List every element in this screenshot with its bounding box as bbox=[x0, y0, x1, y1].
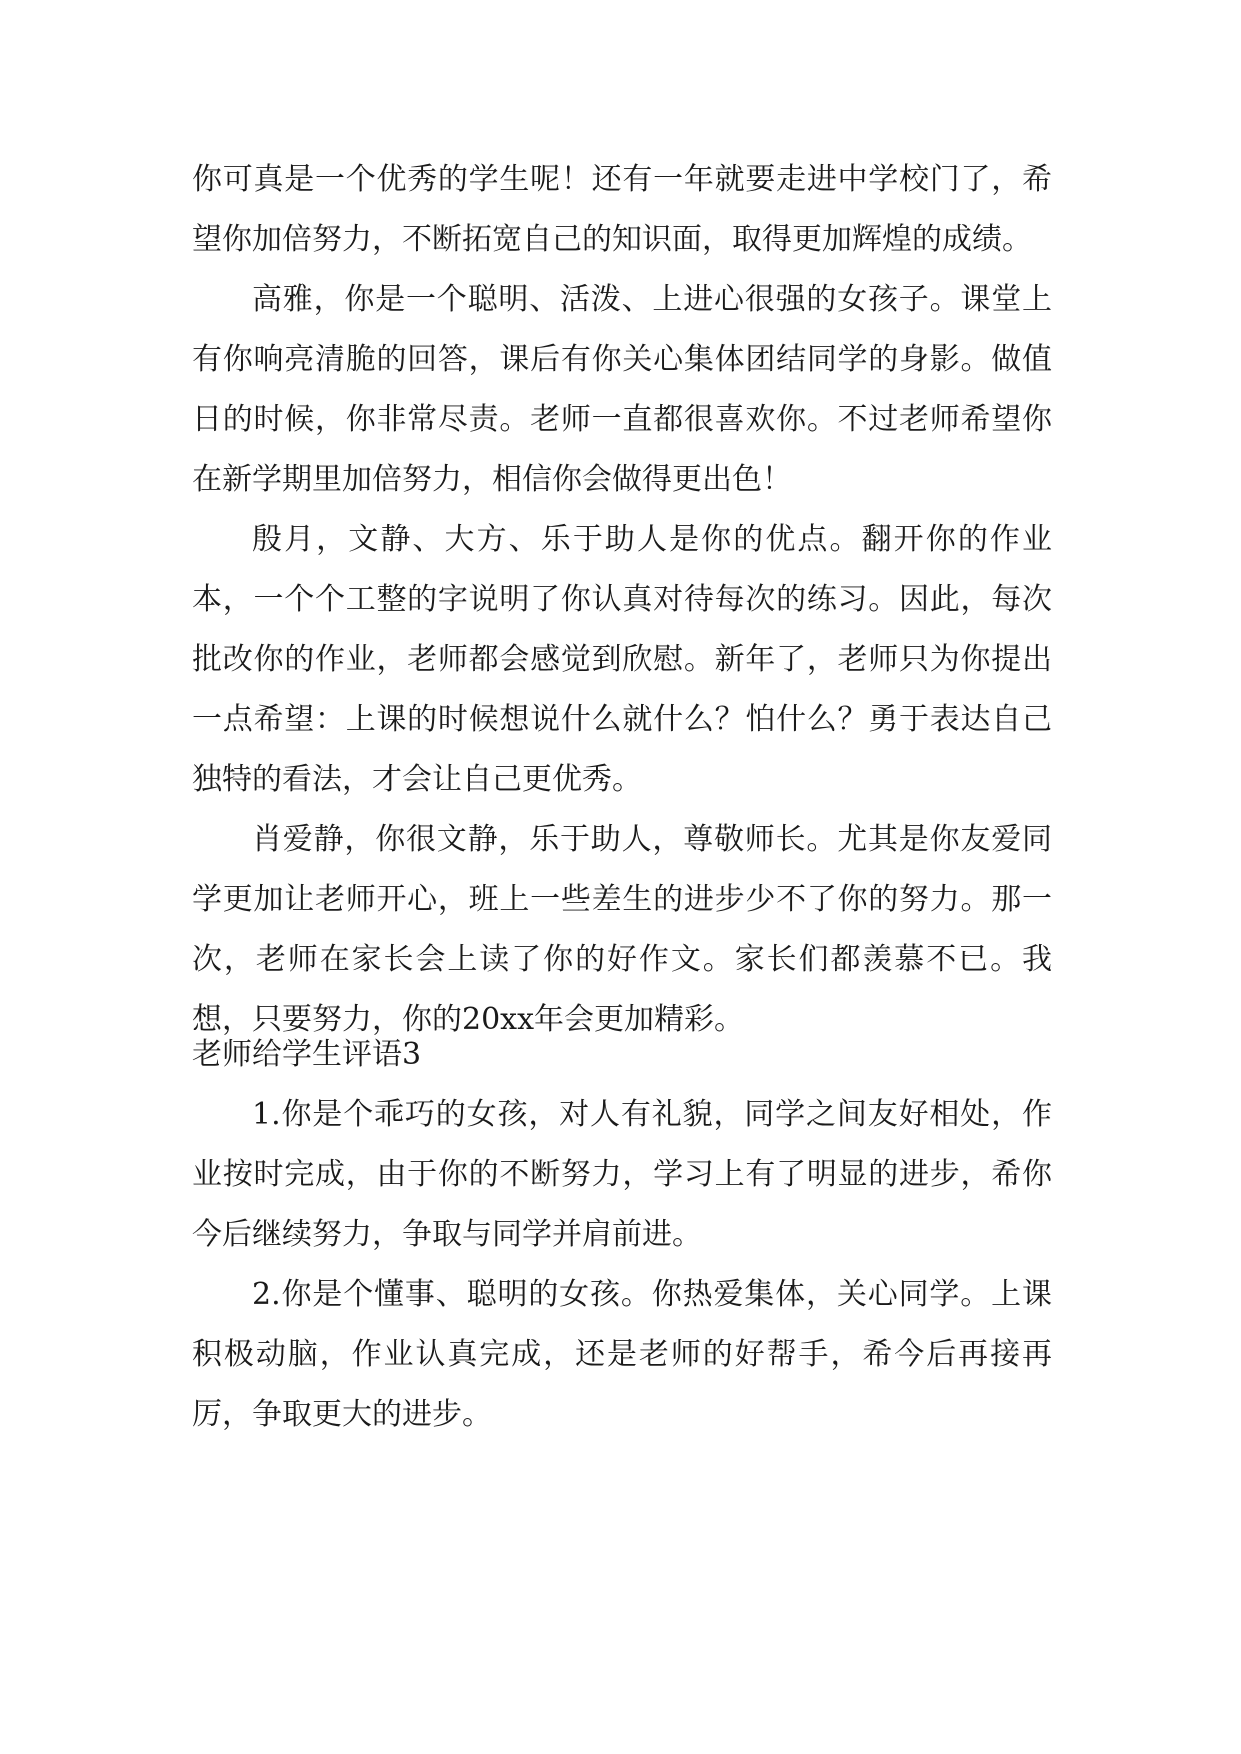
paragraph-gaoya: 高雅，你是一个聪明、活泼、上进心很强的女孩子。课堂上有你响亮清脆的回答，课后有你关心集体团结同学的身影。做值日的时候，你非常尽责。老师一直都很喜欢你。不过老师希望你在新学期里加倍努力，相信你会做得更出色！ bbox=[192, 282, 1052, 497]
comment-item-1: 1.你是个乖巧的女孩，对人有礼貌，同学之间友好相处，作业按时完成，由于你的不断努力，学习上有了明显的进步，希你今后继续努力，争取与同学并肩前进。 bbox=[192, 1097, 1052, 1252]
comment-item-2: 2.你是个懂事、聪明的女孩。你热爱集体，关心同学。上课积极动脑，作业认真完成，还是老师的好帮手，希今后再接再厉，争取更大的进步。 bbox=[192, 1277, 1052, 1432]
section-two-body bbox=[192, 1085, 1052, 1445]
paragraph-xiaoaijing: 肖爱静，你很文静，乐于助人，尊敬师长。尤其是你友爱同学更加让老师开心，班上一些差生的进步少不了你的努力。那一次，老师在家长会上读了你的好作文。家长们都羡慕不已。我想，只要努力，你的20xx年会更加精彩。 bbox=[192, 822, 1052, 1037]
section-one-body bbox=[192, 150, 1052, 1050]
paragraph-yinyue: 殷月，文静、大方、乐于助人是你的优点。翻开你的作业本，一个个工整的字说明了你认真对待每次的练习。因此，每次批改你的作业，老师都会感觉到欣慰。新年了，老师只为你提出一点希望：上课的时候想说什么就什么？怕什么？勇于表达自己独特的看法，才会让自己更优秀。 bbox=[192, 522, 1052, 797]
section-two-heading: 老师给学生评语3 bbox=[192, 1037, 422, 1072]
paragraph-continuation: 你可真是一个优秀的学生呢！还有一年就要走进中学校门了，希望你加倍努力，不断拓宽自己的知识面，取得更加辉煌的成绩。 bbox=[192, 162, 1052, 257]
